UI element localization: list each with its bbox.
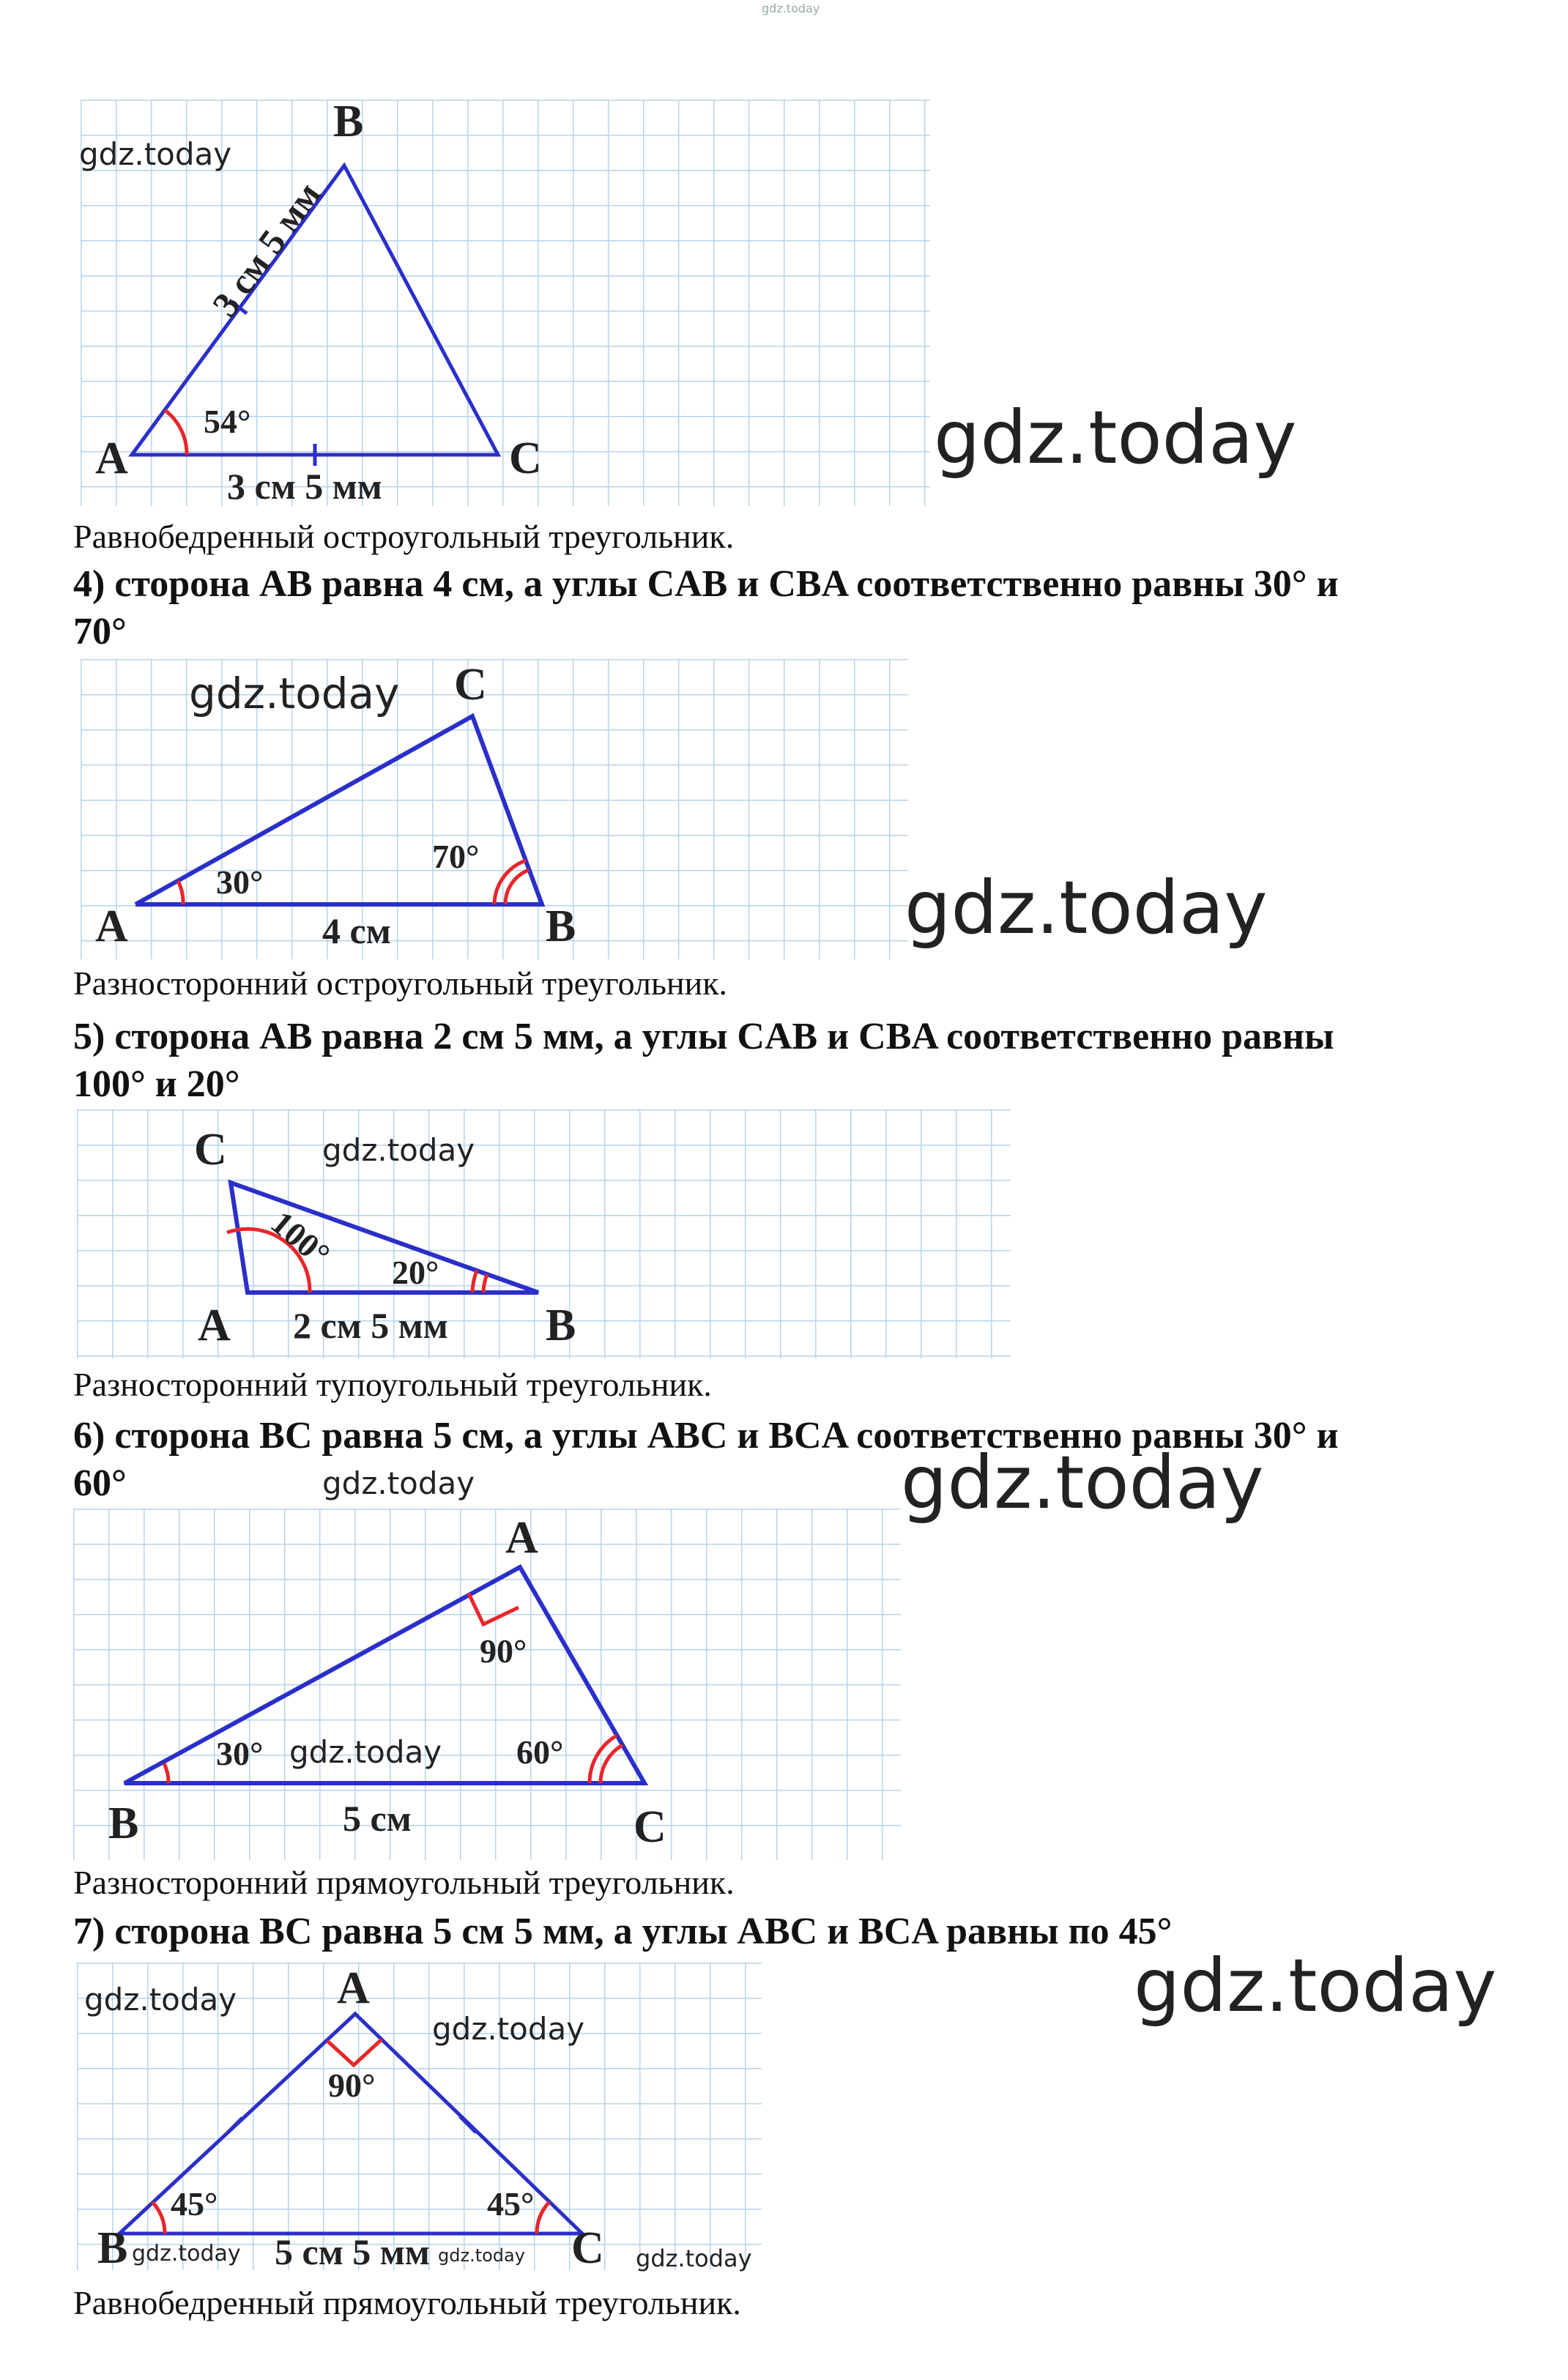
- vertex-c: C: [454, 660, 487, 710]
- side-ab-label: 2 см 5 мм: [293, 1305, 448, 1346]
- task-6-line2: 60°: [73, 1462, 127, 1504]
- side-ab-label: 4 см: [322, 910, 391, 951]
- task-5-line2: 100° и 20°: [73, 1063, 240, 1105]
- vertex-c: C: [633, 1802, 666, 1852]
- angle-a-label: 90°: [328, 2067, 376, 2104]
- angle-a-label: 90°: [480, 1632, 527, 1670]
- vertex-a: A: [505, 1513, 538, 1563]
- task-5-line1: 5) сторона AB равна 2 см 5 мм, а углы CAB и CBA соответственно равны: [73, 1016, 1334, 1057]
- watermark: gdz.today: [189, 669, 400, 718]
- watermark: gdz.today: [132, 2241, 241, 2266]
- angle-b-label: 30°: [216, 1735, 264, 1772]
- watermark: gdz.today: [289, 1734, 442, 1770]
- vertex-c: C: [194, 1125, 227, 1175]
- side-bc-label: 5 см: [343, 1798, 412, 1839]
- angle-b-label: 70°: [432, 838, 480, 875]
- task-6-line1: 6) сторона BC равна 5 см, а углы ABC и BCA соответственно равны 30° и: [73, 1415, 1339, 1457]
- vertex-a: A: [95, 434, 128, 483]
- task-7-line1: 7) сторона BC равна 5 см 5 мм, а углы ABC и BCA равны по 45°: [73, 1911, 1173, 1952]
- angle-c-label: 60°: [516, 1733, 564, 1771]
- angle-a-label: 30°: [216, 863, 264, 901]
- watermark: gdz.today: [79, 136, 232, 172]
- watermark: gdz.today: [322, 1132, 475, 1168]
- task-4-line1: 4) сторона AB равна 4 см, а углы CAB и CBA соответственно равны 30° и: [73, 563, 1339, 605]
- task-4-line2: 70°: [73, 611, 127, 652]
- vertex-b: B: [546, 1301, 576, 1350]
- vertex-b: B: [108, 1799, 139, 1848]
- vertex-b: B: [333, 100, 364, 146]
- watermark-top: gdz.today: [762, 1, 820, 15]
- vertex-a: A: [337, 1963, 370, 2013]
- vertex-a: A: [198, 1301, 231, 1350]
- angle-a-label: 54°: [204, 403, 251, 440]
- caption-4: Разносторонний прямоугольный треугольник.: [73, 1864, 735, 1901]
- caption-2: Разносторонний остроугольный треугольник.: [73, 964, 728, 1002]
- watermark: gdz.today: [84, 1982, 237, 2018]
- vertex-c: C: [509, 434, 542, 483]
- watermark: gdz.today: [432, 2011, 585, 2047]
- watermark: gdz.today: [934, 395, 1297, 480]
- watermark: gdz.today: [322, 1465, 475, 1501]
- watermark: gdz.today: [904, 865, 1268, 951]
- vertex-b: B: [97, 2223, 128, 2273]
- watermark: gdz.today: [901, 1440, 1264, 1525]
- caption-3: Разносторонний тупоугольный треугольник.: [73, 1366, 712, 1403]
- vertex-c: C: [571, 2223, 604, 2273]
- vertex-b: B: [546, 901, 576, 951]
- vertex-a: A: [95, 901, 128, 951]
- side-bc-label: 5 см 5 мм: [275, 2231, 430, 2272]
- watermark: gdz.today: [636, 2245, 752, 2272]
- angle-b-label: 20°: [392, 1254, 439, 1291]
- caption-5: Равнобедренный прямоугольный треугольник.: [73, 2284, 741, 2321]
- figure-3-scalene-obtuse: [77, 1109, 1014, 1362]
- angle-b-label: 45°: [171, 2185, 218, 2223]
- caption-1: Равнобедренный остроугольный треугольник.: [73, 518, 735, 555]
- watermark: gdz.today: [438, 2245, 525, 2266]
- angle-c-label: 45°: [487, 2185, 535, 2223]
- figure-4-scalene-right: [73, 1509, 908, 1867]
- side-ac-label: 3 см 5 мм: [227, 466, 382, 507]
- watermark: gdz.today: [1134, 1943, 1497, 2028]
- side-ab-label: 3 см 5 мм: [204, 174, 329, 324]
- angle-a-label: 100°: [264, 1203, 338, 1273]
